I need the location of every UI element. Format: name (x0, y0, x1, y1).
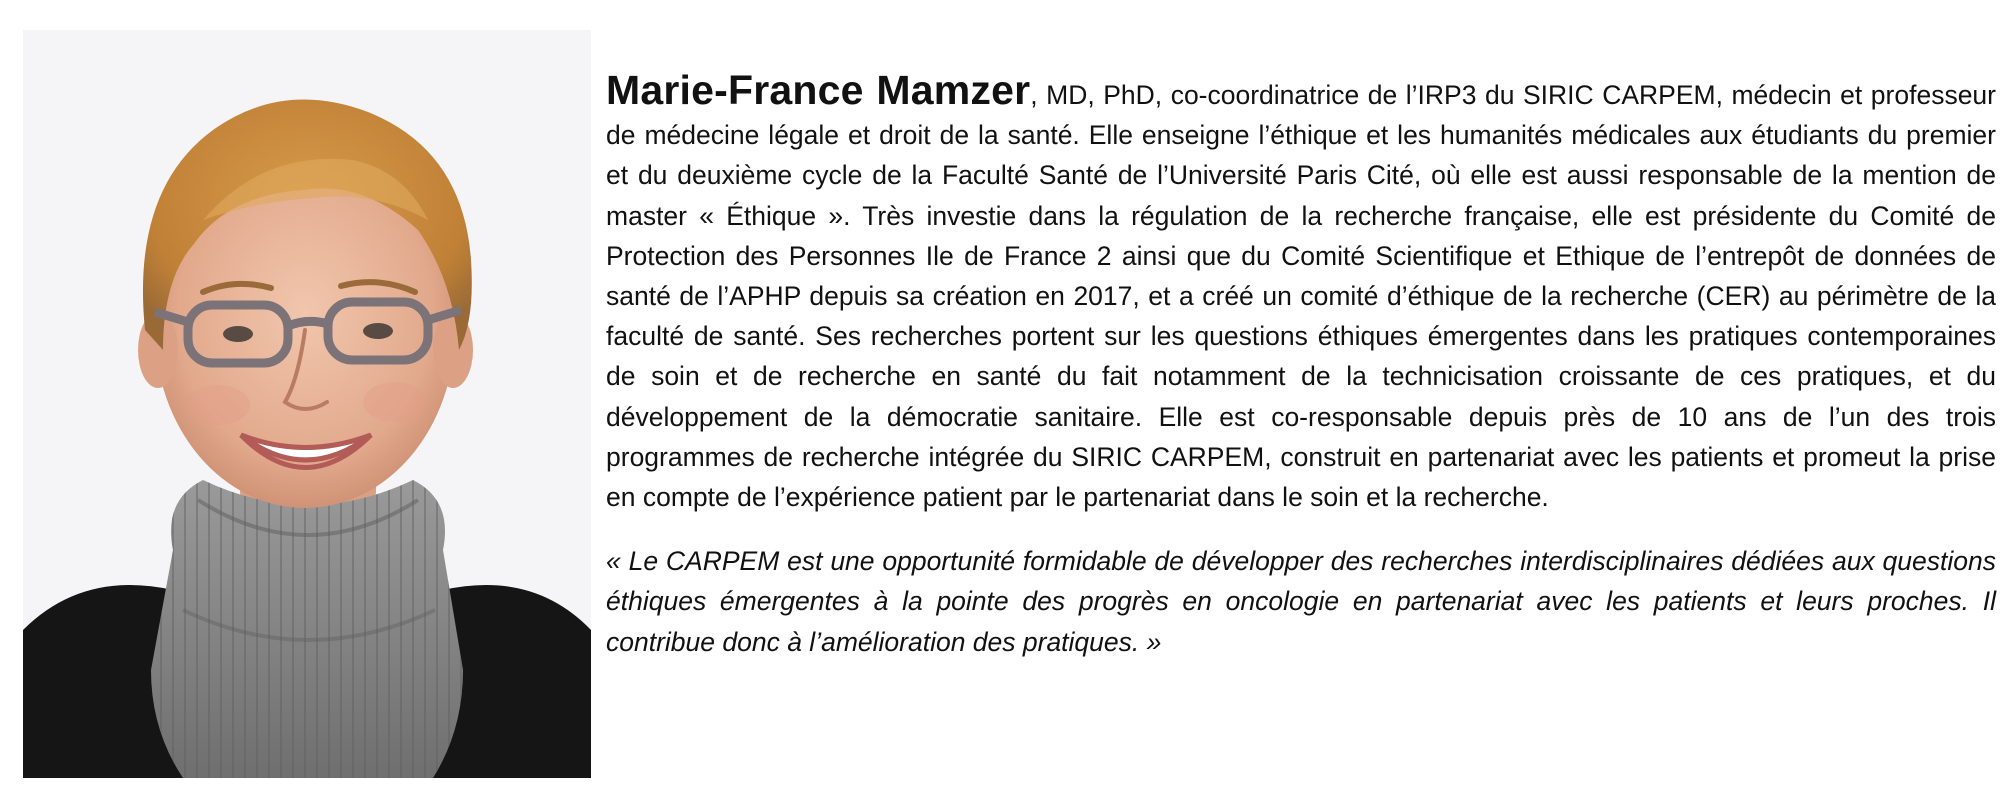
quote-paragraph: « Le CARPEM est une opportunité formidable de développer des recherches interdisciplinaires dédiées aux questions éthiques émergentes à la pointe des progrès en oncologie en partenariat avec les patients et leurs proches. Il contribue donc à l’amélioration des pratiques. » (606, 546, 1996, 657)
person-name: Marie-France Mamzer (606, 67, 1031, 113)
portrait-photo (23, 30, 591, 778)
biography (606, 67, 1996, 662)
bio-paragraph (606, 67, 1996, 517)
bio-body: , MD, PhD, co-coordinatrice de l’IRP3 du SIRIC CARPEM, médecin et professeur de médecine légale et droit de la santé. Elle enseigne l’éthique et les humanités médicales aux étudiants du premier et du deuxième cycle de la Faculté Santé de l’Université Paris Cité, où elle est aussi responsable de la mention de master « Éthique ». Très investie dans la régulation de la recherche française, elle est présidente du Comité de Protection des Personnes Ile de France 2 ainsi que du Comité Scientifique et Ethique de l’entrepôt de données de santé de l’APHP depuis sa création en 2017, et a créé un comité d’éthique de la recherche (CER) au périmètre de la faculté de santé. Ses recherches portent sur les questions éthiques émergentes dans les pratiques contemporaines de soin et de recherche en santé du fait notamment de la technicisation croissante de ces pratiques, et du développement de la démocratie sanitaire. Elle est co-responsable depuis près de 10 ans de l’un des trois programmes de recherche intégrée du SIRIC CARPEM, construit en partenariat avec les patients et promeut la prise en compte de l’expérience patient par le partenariat dans le soin et la recherche. (606, 80, 1996, 513)
portrait-illustration (23, 30, 591, 778)
